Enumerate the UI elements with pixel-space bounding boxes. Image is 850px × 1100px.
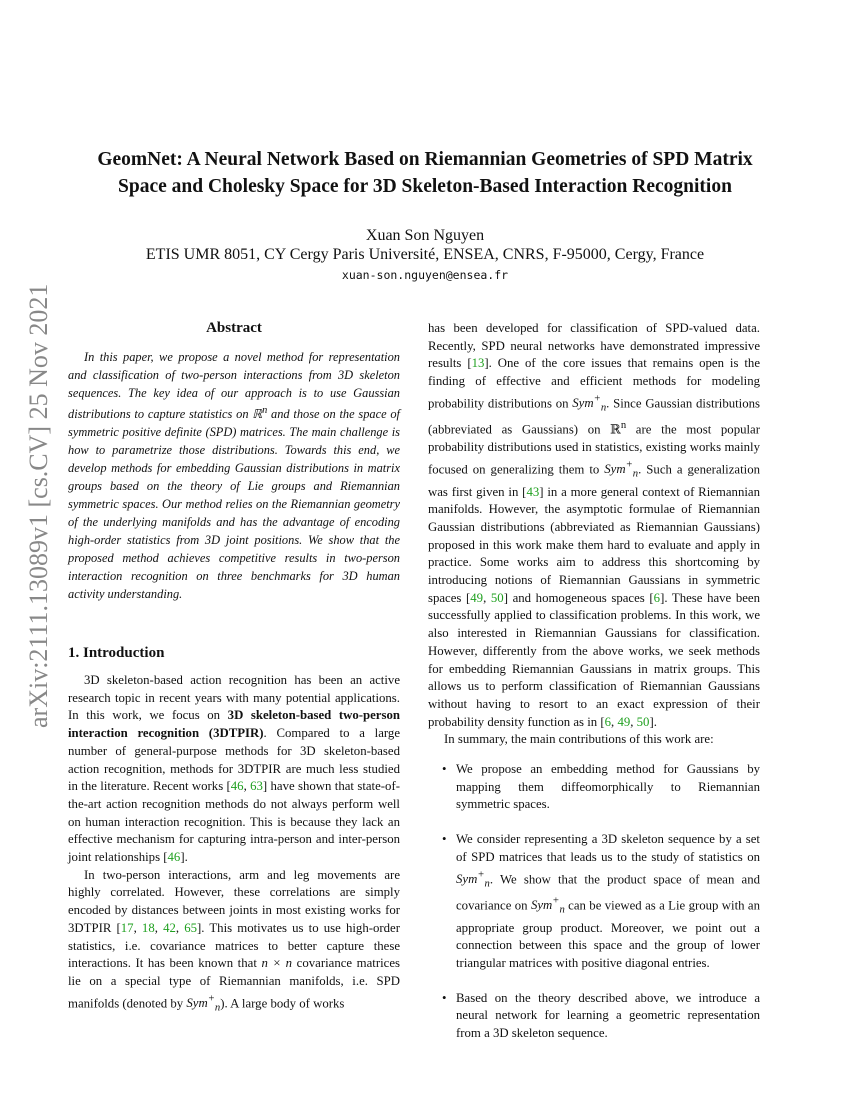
citation-link[interactable]: 18 — [141, 920, 155, 935]
citation-link[interactable]: 50 — [636, 714, 650, 729]
citation-link[interactable]: 46 — [230, 779, 244, 794]
list-item: • We consider representing a 3D skeleton sequence by a set of SPD matrices that leads us to the study of statistics on Sym+$_n$. We show that the product space of mean and covariance on Sym+$_n$ can be viewed as a Lie group with an appropriate group product. Moreover, we point out a connection between this space and the group of lower triangular matrices with positive diagonal entries. — [442, 832, 760, 971]
abstract-heading: Abstract — [206, 320, 262, 336]
introduction-column — [68, 672, 400, 1017]
contributions-intro: In summary, the main contributions of this work are: — [444, 732, 714, 747]
section-heading-introduction: 1. Introduction — [68, 645, 165, 661]
author-email[interactable]: xuan-son.nguyen@ensea.fr — [341, 268, 509, 282]
citation-link[interactable]: 17 — [120, 920, 134, 935]
citation-link[interactable]: 65 — [184, 920, 197, 935]
paper-title — [40, 146, 810, 200]
abstract-text: In this paper, we propose a novel method for representation and classification of two-person interactions from 3D skeleton sequences. The key idea of our approach is to use Gaussian distributions to capture statistics on ℝ$^n$ and those on the space of symmetric positive definite (SPD) matrices. The main challenge is how to parametrize those distributions. Towards this end, we develop methods for embedding Gaussian distributions in matrix groups based on the theory of Lie groups and Riemannian symmetric spaces. Our method relies on the Riemannian geometry of the underlying manifolds and has the advantage of encoding high-order statistics from 3D joint positions. We show that the proposed method achieves competitive results in two-person interaction recognition on three benchmarks for 3D human activity understanding. — [68, 350, 400, 602]
citation-link[interactable]: 13 — [471, 356, 485, 371]
citation-link[interactable]: 43 — [526, 484, 540, 499]
citation-link[interactable]: 63 — [250, 779, 263, 794]
title-line-2: Space and Cholesky Space for 3D Skeleton-Based Interaction Recognition — [118, 176, 732, 197]
citation-link[interactable]: 49 — [617, 714, 631, 729]
author-name: Xuan Son Nguyen — [365, 227, 485, 244]
intro-paragraph-1: 3D skeleton-based action recognition has been an active research topic in recent years with many potential applications. In this work, we focus on 3D skeleton-based two-person interaction recognition (3DTPIR). Compared to a large number of general-purpose methods for 3D skeleton-based action recognition, methods for 3DTPIR are much less studied in the literature. Recent works [46, 63] have shown that state-of-the-art action recognition methods do not always perform well on human interaction recognition. This is because they lack an effective mechanism for capturing intra-person and inter-person joint relationships [46]. — [68, 673, 401, 865]
citation-link[interactable]: 50 — [490, 590, 504, 605]
list-item: • We propose an embedding method for Gaussians by mapping them diffeomorphically to Riemannian symmetric spaces. — [442, 762, 760, 812]
arxiv-id-text: arXiv:2111.13089v1 [cs.CV] 25 Nov 2021 — [24, 283, 53, 728]
contributions-list — [428, 761, 760, 1043]
author-affiliation: ETIS UMR 8051, CY Cergy Paris Université, ENSEA, CNRS, F-95000, Cergy, France — [145, 246, 705, 263]
citation-link[interactable]: 6 — [604, 714, 612, 729]
citation-link[interactable]: 49 — [470, 590, 484, 605]
intro-paragraph-2: In two-person interactions, arm and leg movements are highly correlated. However, these correlations are simply encoded by distances between joints in most existing works for 3DTPIR [17, 18, 42, 65]. This motivates us to use high-order statistics, i.e. covariance matrices to better capture these interactions. It has been known that n × n covariance matrices lie on a special type of Riemannian manifolds, i.e. SPD manifolds (denoted by Sym+$_n$). A large body of works — [68, 867, 401, 1014]
citation-link[interactable]: 6 — [653, 590, 661, 605]
title-line-1: GeomNet: A Neural Network Based on Riemannian Geometries of SPD Matrix — [97, 149, 753, 170]
right-paragraph-1: has been developed for classification of SPD-valued data. Recently, SPD neural networks have demonstrated impressive results [13]. One of the core issues that remains open is the finding of effective and efficient methods for modeling probability distributions on Sym+$_n$. Since Gaussian distributions (abbreviated as Gaussians) on ℝ$^n$ are the most popular probability distributions used in statistics, existing works mainly focused on generalizing them to Sym+$_n$. Such a generalization was first given in [43] in a more general context of Riemannian manifolds. However, the asymptotic formulae of Riemannian Gaussian distributions (abbreviated as Riemannian Gaussians) proposed in this work make them hard to evaluate and apply in practice. Some works aim to address this shortcoming by introducing notions of Riemannian Gaussians in symmetric spaces [49, 50] and homogeneous spaces [6]. These have been successfully applied to classification problems. In this work, we also interested in Riemannian Gaussians for classification. However, differently from the above works, we seek methods for embedding Riemannian Gaussians in matrix groups. This allows us to perform classification of Riemannian Gaussians without having to resort to an exact expression of their probability density function as in [6, 49, 50]. — [428, 321, 761, 729]
sym-symbol: Sym+$_n$ — [186, 993, 221, 1014]
list-item: • Based on the theory described above, we introduce a neural network for learning a geometric representation from a 3D skeleton sequence. — [442, 990, 760, 1041]
citation-link[interactable]: 46 — [167, 850, 181, 865]
citation-link[interactable]: 42 — [163, 920, 176, 935]
right-column — [428, 320, 760, 1060]
